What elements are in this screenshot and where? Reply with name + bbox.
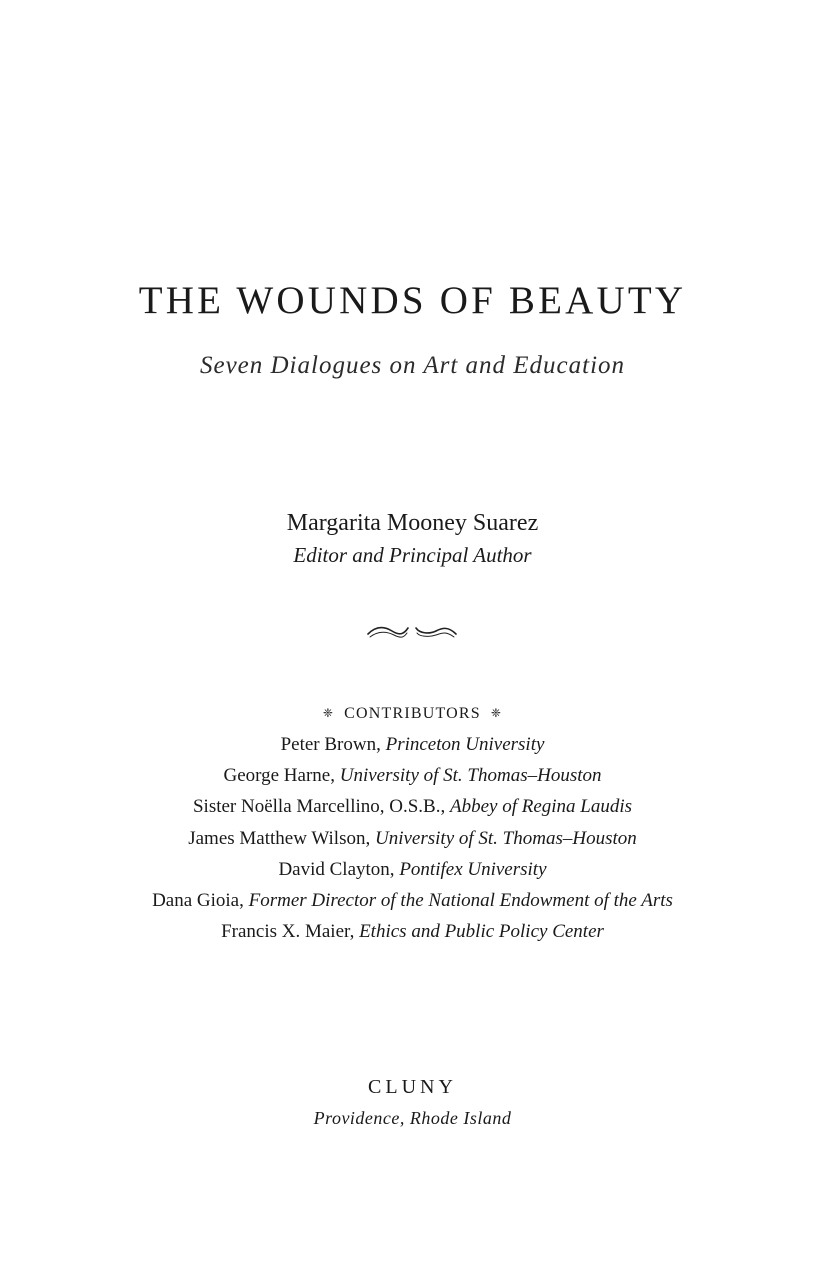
contributor-affiliation: Pontifex University	[399, 858, 547, 880]
contributor-name: Francis X. Maier,	[221, 921, 360, 943]
contributor-item	[0, 916, 825, 947]
contributors-list	[0, 729, 825, 947]
contributors-heading	[0, 701, 825, 726]
contributor-item	[0, 791, 825, 822]
author-role: Editor and Principal Author	[293, 543, 532, 567]
book-title: THE WOUNDS OF BEAUTY	[138, 279, 687, 322]
double-wave-ornament-icon	[366, 622, 458, 642]
publisher-place: Providence, Rhode Island	[313, 1108, 512, 1128]
contributor-affiliation: Former Director of the National Endowment of the Arts	[248, 889, 673, 911]
contributor-affiliation: Abbey of Regina Laudis	[449, 796, 633, 818]
contributor-item	[0, 854, 825, 885]
contributor-item	[0, 823, 825, 854]
flower-ornament-icon: ❈	[322, 706, 335, 720]
contributor-affiliation: University of St. Thomas–Houston	[339, 765, 602, 787]
publisher-name: CLUNY	[368, 1076, 457, 1098]
contributor-name: Peter Brown,	[280, 734, 386, 755]
contributor-item	[0, 885, 825, 916]
contributor-name: Dana Gioia,	[152, 889, 249, 911]
contributor-affiliation: University of St. Thomas–Houston	[374, 827, 637, 849]
flower-ornament-icon: ❈	[490, 706, 503, 720]
contributor-item	[0, 760, 825, 791]
contributor-name: Sister Noëlla Marcellino, O.S.B.,	[192, 796, 450, 818]
contributor-affiliation: Ethics and Public Policy Center	[359, 921, 604, 943]
author-name: Margarita Mooney Suarez	[286, 510, 539, 536]
contributor-name: George Harne,	[223, 765, 340, 787]
contributor-affiliation: Princeton University	[385, 734, 545, 755]
contributor-name: David Clayton,	[278, 858, 400, 880]
contributor-name: James Matthew Wilson,	[188, 827, 375, 849]
contributor-item	[0, 729, 825, 760]
book-subtitle: Seven Dialogues on Art and Education	[199, 352, 626, 379]
contributors-heading-label: CONTRIBUTORS	[344, 705, 481, 722]
